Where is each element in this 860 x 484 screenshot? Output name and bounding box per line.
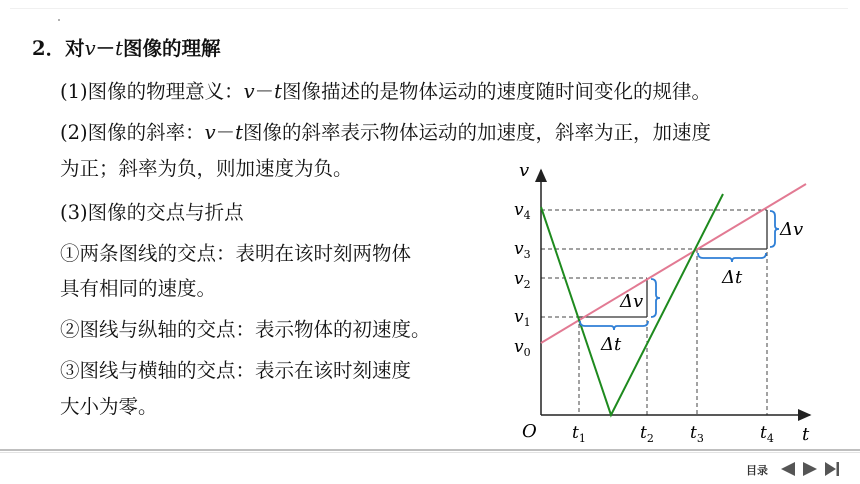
footer-divider-shadow — [0, 452, 860, 453]
heading-v: v — [84, 37, 96, 60]
point-2-t: t — [235, 121, 244, 144]
t4-label: $t_4$ — [760, 423, 774, 445]
t-axis-label: t — [802, 424, 810, 445]
pink-line — [541, 184, 806, 343]
point-1-dash: － — [254, 80, 275, 103]
v2-label: $v_2$ — [514, 269, 531, 291]
t1-label: $t_1$ — [572, 423, 586, 445]
t2-label: $t_2$ — [640, 423, 654, 445]
point-1-t: t — [274, 80, 283, 103]
delta-t-label-1: Δt — [601, 334, 622, 355]
point-2-line2: 为正；斜率为负，则加速度为负。 — [60, 157, 353, 180]
v3-label: $v_3$ — [514, 239, 531, 261]
v0-label: $v_0$ — [514, 337, 531, 359]
delta-v-label-2: Δv — [780, 219, 804, 240]
point-3-label: (3)图像的交点与折点 — [60, 201, 244, 224]
v4-label: $v_4$ — [514, 200, 531, 222]
t3-label: $t_3$ — [690, 423, 704, 445]
next-slide-icon[interactable] — [802, 461, 818, 480]
v1-label: $v_1$ — [514, 307, 531, 329]
item-1-line1: ①两条图线的交点：表明在该时刻两物体 — [60, 242, 412, 265]
item-1-line2: 具有相同的速度。 — [60, 277, 217, 300]
delta-t-label-2: Δt — [722, 267, 743, 288]
point-2-label: (2)图像的斜率： — [60, 121, 205, 144]
origin-label: O — [522, 421, 537, 442]
item-3-line2: 大小为零。 — [60, 395, 158, 418]
t-tick-labels — [572, 423, 774, 445]
brace-dt-1 — [580, 321, 648, 330]
point-1-text: 图像描述的是物体运动的速度随时间变化的规律。 — [282, 80, 712, 103]
point-1-v: v — [243, 80, 255, 103]
prev-slide-icon[interactable] — [780, 461, 796, 480]
heading-prefix: 对 — [65, 37, 85, 60]
point-1-label: (1)图像的物理意义： — [60, 80, 244, 103]
delta-v-label-1: Δv — [620, 291, 644, 312]
guide-lines — [541, 210, 767, 415]
v-axis-label: v — [519, 160, 530, 181]
brace-dt-2 — [698, 253, 766, 262]
heading-t: t — [115, 37, 123, 60]
footer-divider — [0, 449, 860, 451]
brace-dv-1 — [651, 279, 660, 317]
point-2-v: v — [204, 121, 216, 144]
v-tick-labels — [514, 200, 531, 359]
brace-dv-2 — [770, 211, 779, 247]
heading-number: 2． — [32, 37, 66, 60]
heading-suffix: 图像的理解 — [122, 37, 221, 60]
slide-nav — [746, 460, 846, 480]
item-3-line1: ③图线与横轴的交点：表示在该时刻速度 — [60, 359, 412, 382]
last-slide-icon[interactable] — [824, 461, 840, 480]
item-2-line1: ②图线与纵轴的交点：表示物体的初速度。 — [60, 318, 431, 341]
point-2-text: 图像的斜率表示物体运动的加速度，斜率为正，加速度 — [243, 121, 712, 144]
toc-link[interactable]: 目录 — [746, 464, 768, 477]
point-2-dash: － — [215, 121, 236, 144]
heading-dash: － — [95, 37, 116, 60]
